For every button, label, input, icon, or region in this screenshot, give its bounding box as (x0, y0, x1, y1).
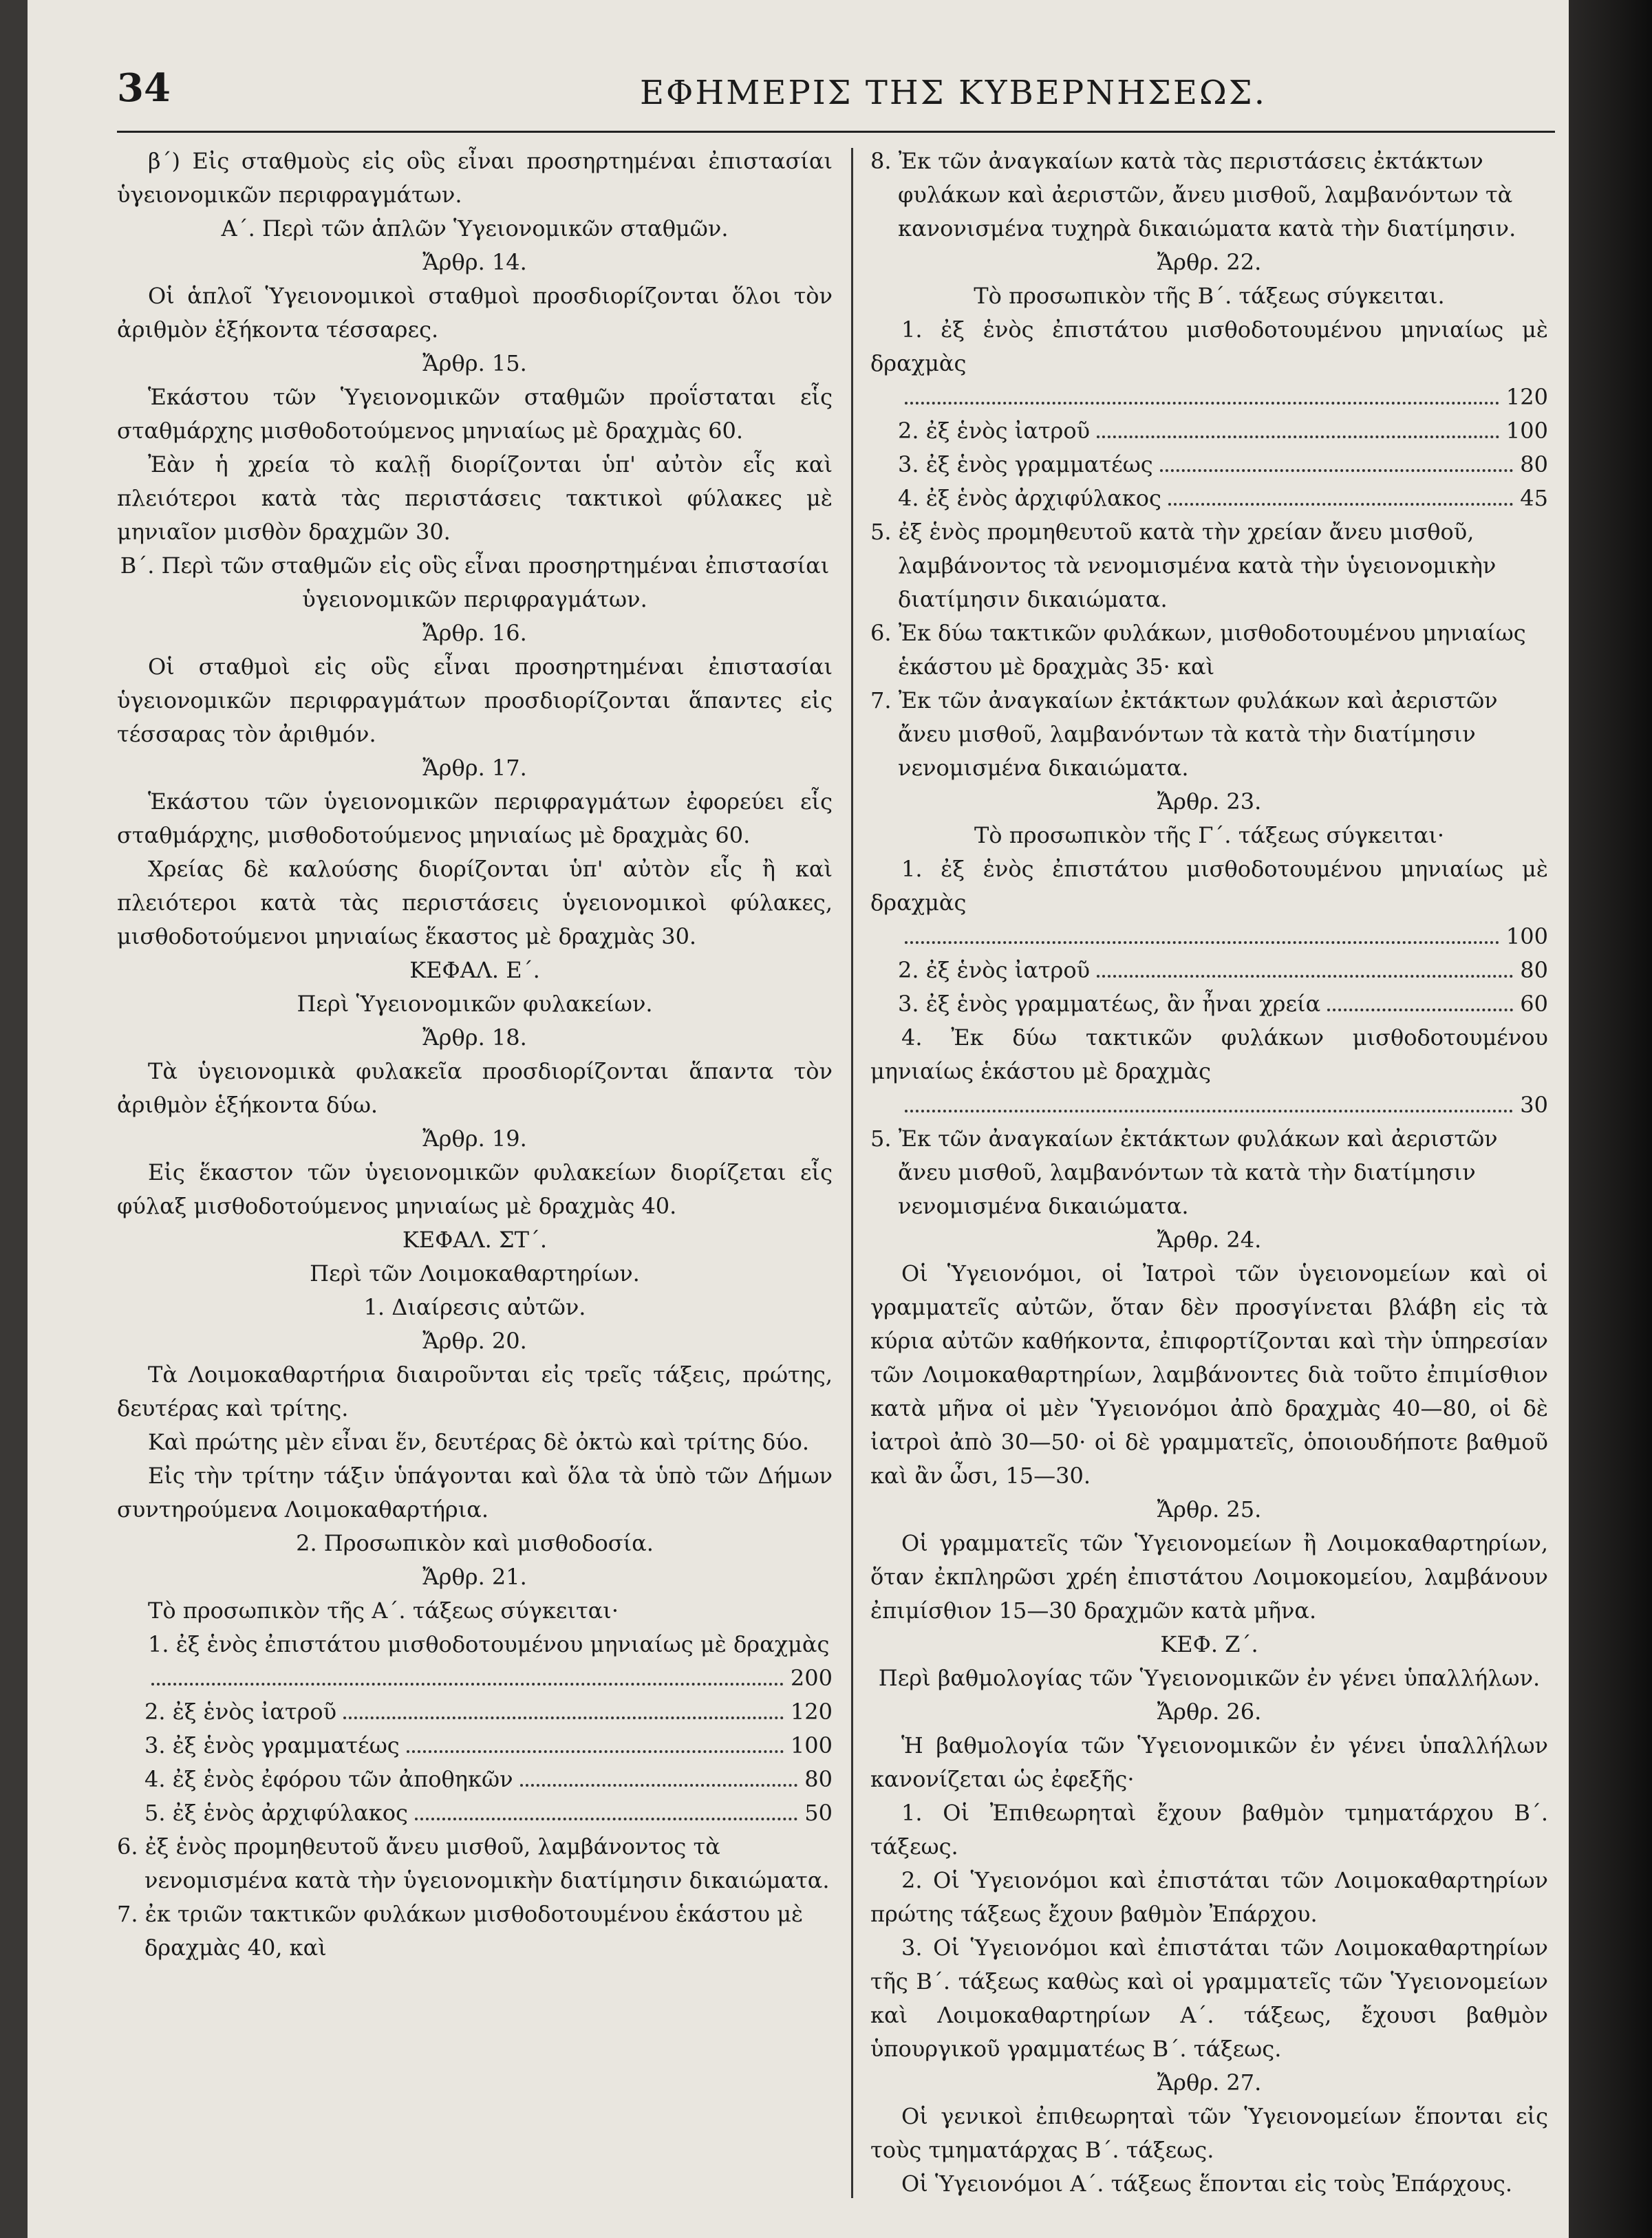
paragraph: Ἑκάστου τῶν Ὑγειονομικῶν σταθμῶν προΐσταται εἷς σταθμάρχης μισθοδοτούμενος μηνιαίως μὲ δραχμὰς 60. (117, 384, 833, 444)
salary-line (870, 1088, 1548, 1122)
paragraph: β´) Εἰς σταθμοὺς εἰς οὓς εἶναι προσηρτημέναι ἐπιστασίαι ὑγειονομικῶν περιφραγμάτων. (117, 148, 833, 208)
paragraph: 5. Ἐκ τῶν ἀναγκαίων ἐκτάκτων φυλάκων καὶ ἀεριστῶν ἄνευ μισθοῦ, λαμβανόντων τὰ κατὰ τὴν διατίμησιν νενομισμένα δικαιώματα. (870, 1126, 1498, 1219)
paragraph: 1. ἐξ ἑνὸς ἐπιστάτου μισθοδοτουμένου μηνιαίως μὲ δραχμὰς (870, 316, 1548, 376)
salary-line-label: 2. ἐξ ἑνὸς ἰατροῦ (898, 418, 1091, 444)
salary-line (117, 1695, 833, 1729)
paragraph: 4. Ἐκ δύω τακτικῶν φυλάκων μισθοδοτουμένου μηνιαίως ἑκάστου μὲ δραχμὰς (870, 1024, 1548, 1084)
paragraph: 1. ἐξ ἑνὸς ἐπιστάτου μισθοδοτουμένου μηνιαίως μὲ δραχμὰς (870, 856, 1548, 916)
salary-line (870, 482, 1548, 515)
paragraph: 7. Ἐκ τῶν ἀναγκαίων ἐκτάκτων φυλάκων καὶ ἀεριστῶν ἄνευ μισθοῦ, λαμβανόντων τὰ κατὰ τὴν διατίμησιν νενομισμένα δικαιώματα. (870, 687, 1498, 781)
paragraph: Εἰς ἕκαστον τῶν ὑγειονομικῶν φυλακείων διορίζεται εἷς φύλαξ μισθοδοτούμενος μηνιαίως μὲ δραχμὰς 40. (117, 1159, 833, 1219)
heading: Α´. Περὶ τῶν ἁπλῶν Ὑγειονομικῶν σταθμῶν. (221, 215, 729, 241)
paragraph: 8. Ἐκ τῶν ἀναγκαίων κατὰ τὰς περιστάσεις ἐκτάκτων φυλάκων καὶ ἀεριστῶν, ἄνευ μισθοῦ, λαμβανόντων τὰ κανονισμένα τυχηρὰ δικαιώματα κατὰ τὴν διατίμησιν. (870, 148, 1516, 241)
heading: Τὸ προσωπικὸν τῆς Β´. τάξεως σύγκειται. (974, 283, 1445, 309)
salary-line (117, 1763, 833, 1796)
heading: Τὸ προσωπικὸν τῆς Γ´. τάξεως σύγκειται· (974, 822, 1445, 848)
heading: Ἄρθρ. 17. (422, 755, 527, 781)
page-header (117, 65, 1555, 127)
salary-line (870, 987, 1548, 1021)
salary-amount: 100 (1505, 418, 1548, 444)
dot-leader (1097, 435, 1499, 438)
paragraph: Οἱ γραμματεῖς τῶν Ὑγειονομείων ἢ Λοιμοκαθαρτηρίων, ὅταν ἐκπληρῶσι χρέη ἐπιστάτου Λοιμοκομείου, λαμβάνουν ἐπιμίσθιον 15—30 δραχμῶν κατὰ μῆνα. (870, 1530, 1548, 1624)
heading: Ἄρθρ. 24. (1157, 1227, 1262, 1253)
salary-amount: 120 (790, 1699, 833, 1725)
paragraph: Οἱ Ὑγειονόμοι Α´. τάξεως ἕπονται εἰς τοὺς Ἐπάρχους. (901, 2171, 1512, 2197)
heading: 1. Διαίρεσις αὐτῶν. (363, 1294, 586, 1320)
paragraph: Ἡ βαθμολογία τῶν Ὑγειονομικῶν ἐν γένει ὑπαλλήλων κανονίζεται ὡς ἐφεξῆς· (870, 1732, 1548, 1792)
heading: Ἄρθρ. 27. (1157, 2069, 1262, 2096)
salary-line-label: 5. ἐξ ἑνὸς ἀρχιφύλακος (144, 1800, 408, 1826)
heading: Ἄρθρ. 14. (422, 249, 527, 275)
heading: Ἄρθρ. 20. (422, 1328, 527, 1354)
salary-line (870, 954, 1548, 987)
salary-amount: 45 (1520, 485, 1548, 511)
salary-line (870, 414, 1548, 448)
dot-leader (343, 1717, 784, 1719)
right-column (870, 144, 1548, 2201)
paragraph: Τὰ Λοιμοκαθαρτήρια διαιροῦνται εἰς τρεῖς τάξεις, πρώτης, δευτέρας καὶ τρίτης. (117, 1362, 833, 1421)
dot-leader (1327, 1009, 1513, 1011)
dot-leader (1097, 975, 1513, 978)
dot-leader (905, 1110, 1513, 1112)
header-rule (117, 131, 1555, 133)
heading: ΚΕΦΑΛ. ΣΤ´. (402, 1227, 548, 1253)
column-divider (851, 148, 853, 2198)
paragraph: Ἑκάστου τῶν ὑγειονομικῶν περιφραγμάτων ἐφορεύει εἷς σταθμάρχης, μισθοδοτούμενος μηνιαίως μὲ δραχμὰς 60. (117, 788, 833, 848)
salary-line-label: 4. ἐξ ἑνὸς ἀρχιφύλακος (898, 485, 1161, 511)
heading: Β´. Περὶ τῶν σταθμῶν εἰς οὓς εἶναι προσηρτημέναι ἐπιστασίαι ὑγειονομικῶν περιφραγμάτων. (120, 552, 830, 612)
salary-line-label: 3. ἐξ ἑνὸς γραμματέως, ἂν ἦναι χρεία (898, 991, 1321, 1017)
heading: Ἄρθρ. 19. (422, 1126, 527, 1152)
paragraph: Οἱ γενικοὶ ἐπιθεωρηταὶ τῶν Ὑγειονομείων ἕπονται εἰς τοὺς τμηματάρχας Β´. τάξεως. (870, 2103, 1548, 2163)
paragraph: Καὶ πρώτης μὲν εἶναι ἕν, δευτέρας δὲ ὀκτὼ καὶ τρίτης δύο. (148, 1429, 810, 1455)
salary-amount: 100 (1505, 923, 1548, 949)
heading: Ἄρθρ. 22. (1157, 249, 1262, 275)
salary-line-label: 2. ἐξ ἑνὸς ἰατροῦ (898, 957, 1091, 983)
paragraph: Εἰς τὴν τρίτην τάξιν ὑπάγονται καὶ ὅλα τὰ ὑπὸ τῶν Δήμων συντηρούμενα Λοιμοκαθαρτήρια. (117, 1463, 833, 1523)
salary-line (117, 1729, 833, 1763)
salary-amount: 50 (804, 1800, 833, 1826)
salary-amount: 30 (1520, 1092, 1548, 1118)
heading: ΚΕΦΑΛ. Ε´. (409, 957, 540, 983)
dot-leader (151, 1683, 784, 1686)
paragraph: Τὸ προσωπικὸν τῆς Α´. τάξεως σύγκειται· (148, 1597, 619, 1624)
paragraph: 6. ἐξ ἑνὸς προμηθευτοῦ ἄνευ μισθοῦ, λαμβάνοντος τὰ νενομισμένα κατὰ τὴν ὑγειονομικὴν διατίμησιν δικαιώματα. (117, 1833, 830, 1893)
salary-line (870, 380, 1548, 414)
heading: Ἄρθρ. 25. (1157, 1496, 1262, 1523)
paragraph: Τὰ ὑγειονομικὰ φυλακεῖα προσδιορίζονται ἅπαντα τὸν ἀριθμὸν ἑξήκοντα δύω. (117, 1058, 833, 1118)
heading: Ἄρθρ. 15. (422, 350, 527, 376)
paragraph: Οἱ Ὑγειονόμοι, οἱ Ἰατροὶ τῶν ὑγειονομείων καὶ οἱ γραμματεῖς αὐτῶν, ὅταν δὲν προσγίνεται βλάβη εἰς τὰ κύρια αὐτῶν καθήκοντα, ἐπιφορτίζονται καὶ τὴν ὑπηρεσίαν τῶν Λοιμοκαθαρτηρίων, λαμβάνοντες διὰ τοῦτο ἐπιμίσθιον κατὰ μῆνα οἱ μὲν Ὑγειονόμοι ἀπὸ δραχμὰς 40—80, οἱ δὲ ἰατροὶ ἀπὸ 30—50· οἱ δὲ γραμματεῖς, ὁποιουδήποτε βαθμοῦ καὶ ἂν ὦσι, 15—30. (870, 1260, 1548, 1489)
book-binding-edge (1569, 0, 1652, 2238)
page-number: 34 (117, 65, 171, 111)
salary-amount: 120 (1505, 384, 1548, 410)
document-page (28, 0, 1569, 2238)
paragraph: Χρείας δὲ καλούσης διορίζονται ὑπ' αὐτὸν εἷς ἢ καὶ πλειότεροι κατὰ τὰς περιστάσεις ὑγειονομικοὶ φύλακες, μισθοδοτούμενοι μηνιαίως ἕκαστος μὲ δραχμὰς 30. (117, 856, 833, 949)
paragraph: 6. Ἐκ δύω τακτικῶν φυλάκων, μισθοδοτουμένου μηνιαίως ἑκάστου μὲ δραχμὰς 35· καὶ (870, 620, 1526, 680)
dot-leader (520, 1784, 798, 1787)
heading: Ἄρθρ. 26. (1157, 1699, 1262, 1725)
heading: Περὶ Ὑγειονομικῶν φυλακείων. (297, 991, 653, 1017)
running-title: ΕΦΗΜΕΡΙΣ ΤΗΣ ΚΥΒΕΡΝΗΣΕΩΣ. (640, 74, 1267, 112)
salary-line-label: 3. ἐξ ἑνὸς γραμματέως (144, 1732, 400, 1758)
paragraph: 7. ἐκ τριῶν τακτικῶν φυλάκων μισθοδοτουμένου ἑκάστου μὲ δραχμὰς 40, καὶ (117, 1901, 804, 1961)
salary-amount: 80 (804, 1766, 833, 1792)
dot-leader (905, 402, 1499, 405)
salary-line (870, 448, 1548, 482)
dot-leader (1160, 469, 1514, 472)
heading: Ἄρθρ. 16. (422, 620, 527, 646)
paragraph: 1. Οἱ Ἐπιθεωρηταὶ ἔχουν βαθμὸν τμηματάρχου Β´. τάξεως. (870, 1800, 1548, 1860)
salary-amount: 200 (790, 1665, 833, 1691)
dot-leader (905, 941, 1499, 944)
paragraph: 3. Οἱ Ὑγειονόμοι καὶ ἐπιστάται τῶν Λοιμοκαθαρτηρίων τῆς Β´. τάξεως καθὼς καὶ οἱ γραμματεῖς τῶν Ὑγειονομείων καὶ Λοιμοκαθαρτηρίων Α´. τάξεως, ἔχουσι βαθμὸν ὑπουργικοῦ γραμματέως Β´. τάξεως. (870, 1935, 1548, 2062)
paragraph: Οἱ ἁπλοῖ Ὑγειονομικοὶ σταθμοὶ προσδιορίζονται ὅλοι τὸν ἀριθμὸν ἑξήκοντα τέσσαρες. (117, 283, 833, 343)
paragraph: 5. ἐξ ἑνὸς προμηθευτοῦ κατὰ τὴν χρείαν ἄνευ μισθοῦ, λαμβάνοντος τὰ νενομισμένα κατὰ τὴν ὑγειονομικὴν διατίμησιν δικαιώματα. (870, 519, 1497, 612)
heading: Ἄρθρ. 21. (422, 1564, 527, 1590)
salary-amount: 100 (790, 1732, 833, 1758)
heading: ΚΕΦ. Ζ´. (1160, 1631, 1258, 1657)
salary-line-label: 3. ἐξ ἑνὸς γραμματέως (898, 451, 1153, 477)
heading: 2. Προσωπικὸν καὶ μισθοδοσία. (296, 1530, 654, 1556)
dot-leader (415, 1818, 797, 1820)
paragraph: Οἱ σταθμοὶ εἰς οὓς εἶναι προσηρτημέναι ἐπιστασίαι ὑγειονομικῶν περιφραγμάτων προσδιορίζονται ἅπαντες εἰς τέσσαρας τὸν ἀριθμόν. (117, 654, 833, 747)
salary-line (117, 1796, 833, 1830)
salary-line (117, 1661, 833, 1695)
heading: Περὶ τῶν Λοιμοκαθαρτηρίων. (310, 1260, 640, 1287)
salary-line (870, 920, 1548, 954)
paragraph: Ἐὰν ἡ χρεία τὸ καλῇ διορίζονται ὑπ' αὐτὸν εἷς καὶ πλειότεροι κατὰ τὰς περιστάσεις τακτικοὶ φύλακες μὲ μηνιαῖον μισθὸν δραχμῶν 30. (117, 451, 833, 545)
heading: Περὶ βαθμολογίας τῶν Ὑγειονομικῶν ἐν γένει ὑπαλλήλων. (878, 1665, 1541, 1691)
heading: Ἄρθρ. 18. (422, 1024, 527, 1051)
heading: Ἄρθρ. 23. (1157, 788, 1262, 815)
salary-line-label: 4. ἐξ ἑνὸς ἐφόρου τῶν ἀποθηκῶν (144, 1766, 513, 1792)
salary-line-label: 2. ἐξ ἑνὸς ἰατροῦ (144, 1699, 337, 1725)
salary-amount: 80 (1520, 957, 1548, 983)
salary-amount: 80 (1520, 451, 1548, 477)
paragraph: 2. Οἱ Ὑγειονόμοι καὶ ἐπιστάται τῶν Λοιμοκαθαρτηρίων πρώτης τάξεως ἔχουν βαθμὸν Ἐπάρχου. (870, 1867, 1548, 1927)
paragraph: 1. ἐξ ἑνὸς ἐπιστάτου μισθοδοτουμένου μηνιαίως μὲ δραχμὰς (148, 1631, 830, 1657)
dot-leader (407, 1750, 784, 1753)
dot-leader (1168, 503, 1513, 506)
salary-amount: 60 (1520, 991, 1548, 1017)
left-column (117, 144, 833, 1965)
